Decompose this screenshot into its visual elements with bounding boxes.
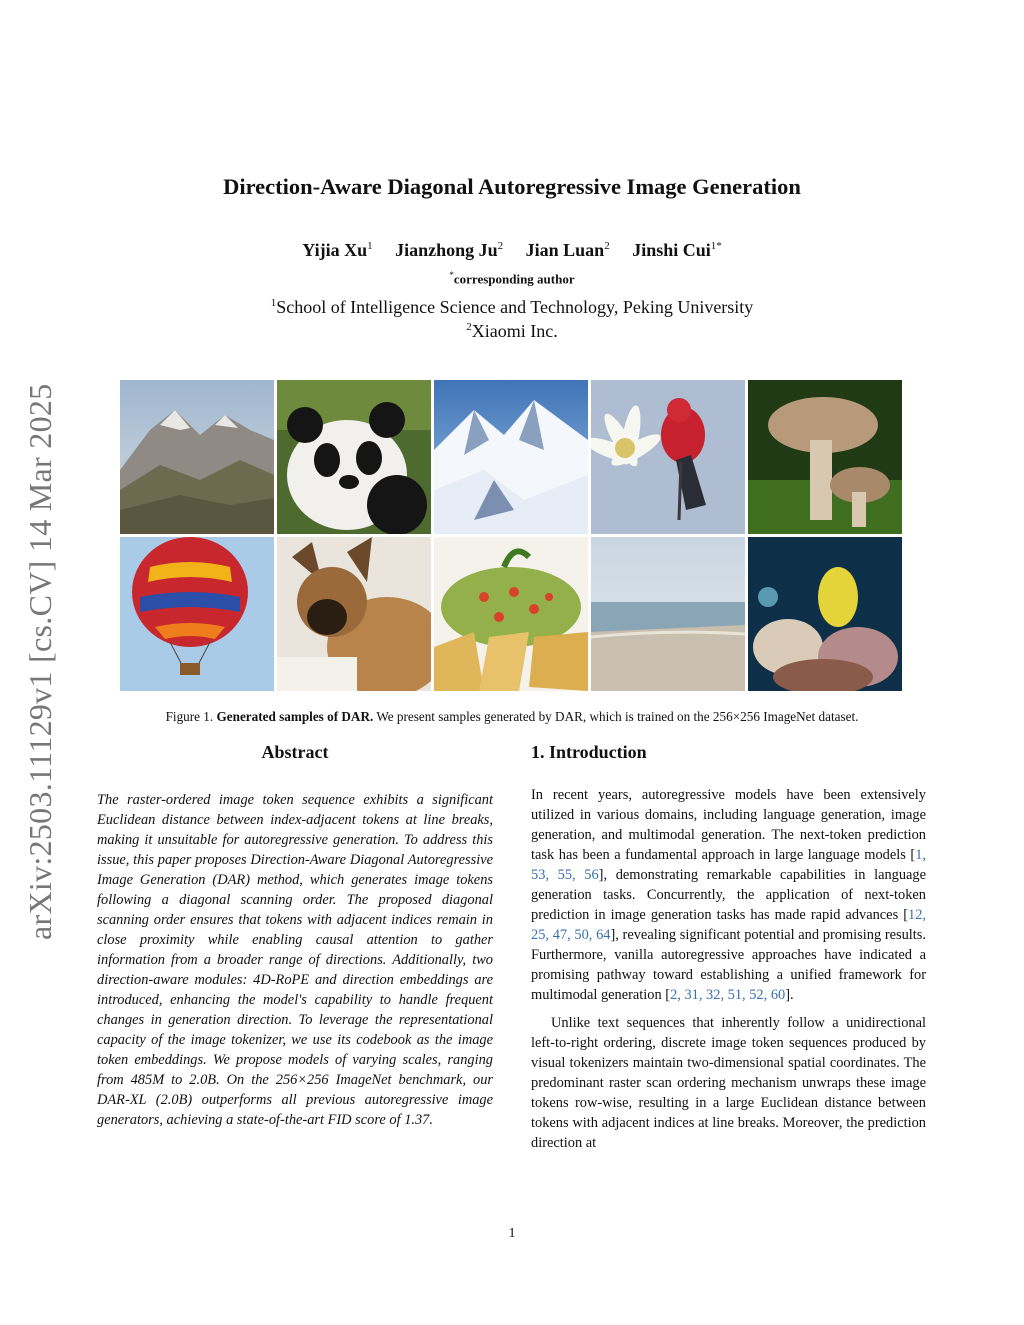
citation-link[interactable]: 12, 25, 47, 50, 64 bbox=[531, 907, 926, 943]
author: Jianzhong Ju$^2$ bbox=[395, 240, 504, 260]
affiliation: $^2$Xiaomi Inc. bbox=[466, 321, 558, 341]
sample-image-snowy-mountains bbox=[434, 380, 588, 534]
figure-sample-grid bbox=[120, 380, 904, 691]
sample-image-beach bbox=[591, 537, 745, 691]
introduction-heading: 1. Introduction bbox=[531, 742, 647, 762]
corresponding-author-note: *corresponding author bbox=[449, 270, 575, 287]
author-list bbox=[0, 240, 1024, 261]
sample-image-mushrooms bbox=[748, 380, 902, 534]
abstract-heading: Abstract bbox=[261, 742, 329, 762]
paper-title: Direction-Aware Diagonal Autoregressive Image Generation bbox=[223, 174, 801, 199]
arxiv-identifier: arXiv:2503.11129v1 [cs.CV] 14 Mar 2025 bbox=[22, 383, 58, 940]
introduction-text bbox=[531, 785, 926, 1153]
citation-link[interactable]: 1, 53, 55, 56 bbox=[531, 847, 926, 883]
sample-image-mountain bbox=[120, 380, 274, 534]
sample-image-coral-reef bbox=[748, 537, 902, 691]
sample-image-guacamole-nachos bbox=[434, 537, 588, 691]
sample-image-bird-on-flower bbox=[591, 380, 745, 534]
sample-image-panda bbox=[277, 380, 431, 534]
figure-caption: Figure 1. Generated samples of DAR. We present samples generated by DAR, which is trained on the 256×256 ImageNet dataset. bbox=[165, 709, 859, 724]
abstract-text: The raster-ordered image token sequence exhibits a significant Euclidean distance between index-adjacent tokens at line breaks, making it unsuitable for autoregressive generation. To address this issue, this paper proposes Direction-Aware Diagonal Autoregressive Image Generation (DAR) method, which generates image tokens following a diagonal scanning order. The proposed diagonal scanning order ensures that tokens with adjacent indices remain in close proximity while enabling causal attention to gather information from a broader range of directions. Additionally, two direction-aware modules: 4D-RoPE and direction embeddings are introduced, enhancing the model's capability to handle frequent changes in generation direction. To leverage the representational capacity of the image tokenizer, we use its codebook as the image token embeddings. We propose models of varying scales, ranging from 485M to 2.0B. On the 256×256 ImageNet benchmark, our DAR-XL (2.0B) outperforms all previous autoregressive image generators, achieving a state-of-the-art FID score of 1.37. bbox=[97, 792, 493, 1128]
citation-link[interactable]: 2, 31, 32, 51, 52, 60 bbox=[670, 987, 786, 1003]
intro-paragraph: Unlike text sequences that inherently follow a unidirectional left-to-right ordering, discrete image token sequences produced by visual tokenizers maintain two-dimensional spatial coordinates. The predominant raster scan ordering mechanism unwraps these image tokens row-wise, resulting in a large Euclidean distance between tokens with adjacent indices at line breaks. Moreover, the prediction direction at bbox=[531, 1015, 926, 1151]
author: Yijia Xu$^1$ bbox=[302, 240, 373, 260]
author: Jian Luan$^2$ bbox=[525, 240, 610, 260]
intro-paragraph: In recent years, autoregressive models have been extensively utilized in various domains, including language generation, image generation, and multimodal generation. The next-token prediction task has been a fundamental approach in large language models [1, 53, 55, 56], demonstrating remarkable capabilities in language generation tasks. Concurrently, the application of next-token prediction in image generation tasks has made rapid advances [12, 25, 47, 50, 64], revealing significant potential and promising results. Furthermore, vanilla autoregressive approaches have indicated a promising pathway toward establishing a unified framework for multimodal generation [2, 31, 32, 51, 52, 60]. bbox=[531, 787, 927, 1003]
sample-image-dog bbox=[277, 537, 431, 691]
author: Jinshi Cui$^{1*}$ bbox=[632, 240, 722, 260]
page-number: 1 bbox=[508, 1226, 516, 1241]
sample-image-hot-air-balloon bbox=[120, 537, 274, 691]
affiliation: $^1$School of Intelligence Science and Technology, Peking University bbox=[270, 297, 754, 317]
